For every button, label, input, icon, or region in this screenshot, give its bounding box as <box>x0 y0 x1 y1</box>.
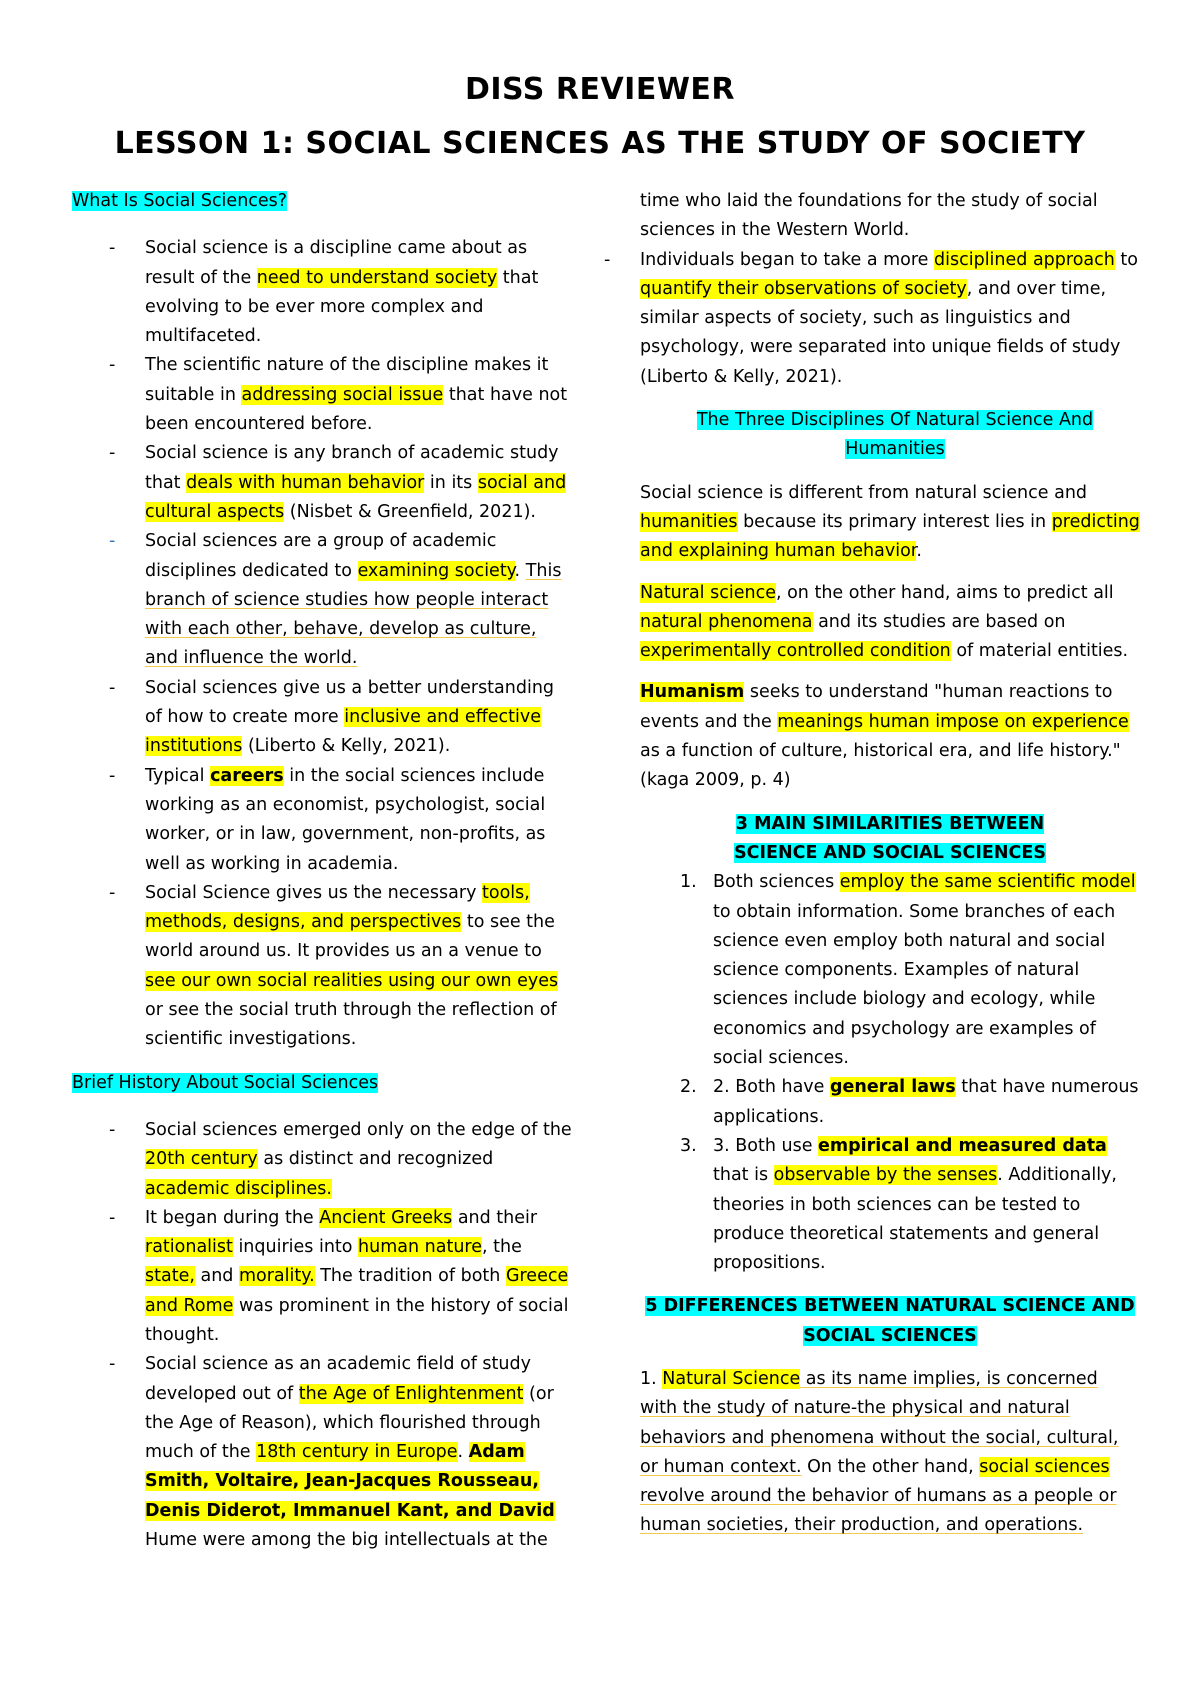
list-item: - Typical careers in the social sciences include working as an economist, psychologist, social worker, or in law, government, non-profits, as well as working in academia. <box>72 762 572 879</box>
list-item: 2. 2. Both have general laws that have numerous applications. <box>680 1077 1139 1127</box>
bullet-list <box>72 234 572 1054</box>
list-item: - Social sciences are a group of academic disciplines dedicated to examining society. This branch of science studies how people interact with each other, behave, develop as culture, and influence the world. <box>72 527 572 673</box>
lesson-title: LESSON 1: SOCIAL SCIENCES AS THE STUDY OF SOCIETY <box>114 126 1086 161</box>
section-heading-similarities <box>640 810 1140 869</box>
list-item: - Social Science gives us the necessary tools, methods, designs, and perspectives to see the world around us. It provides us an a venue to see our own social realities using our own eyes or see the social truth through the reflection of scientific investigations. <box>72 879 572 1055</box>
list-item: 1. Both sciences employ the same scientific model to obtain information. Some branches of each science even employ both natural and social science components. Examples of natural sciences include biology and ecology, while economics and psychology are examples of social sciences. <box>680 872 1136 1069</box>
left-column <box>72 187 572 1555</box>
list-item: - Social science as an academic field of study developed out of the Age of Enlightenment (or the Age of Reason), which flourished through much of the 18th century in Europe. Adam Smith, Voltaire, Jean-Jacques Rousseau, Denis Diderot, Immanuel Kant, and David Hume were among the big intellectuals at the <box>72 1350 572 1555</box>
paragraph: Natural science, on the other hand, aims to predict all natural phenomena and its studies are based on experimentally controlled condition of material entities. <box>640 582 1129 662</box>
list-item: - Social science is any branch of academic study that deals with human behavior in its social and cultural aspects (Nisbet & Greenfield, 2021). <box>72 439 572 527</box>
list-item: - The scientific nature of the discipline makes it suitable in addressing social issue that have not been encountered before. <box>72 351 572 439</box>
section-heading: 3 MAIN SIMILARITIES BETWEEN SCIENCE AND SOCIAL SCIENCES <box>734 813 1046 863</box>
list-item: - Social sciences emerged only on the edge of the 20th century as distinct and recognized academic disciplines. <box>72 1116 572 1204</box>
document-title: DISS REVIEWER <box>464 72 736 107</box>
list-item: - It began during the Ancient Greeks and their rationalist inquiries into human nature, the state, and morality. The tradition of both Greece and Rome was prominent in the history of social thought. <box>72 1204 572 1350</box>
list-item: - Individuals began to take a more disciplined approach to quantify their observations of society, and over time, similar aspects of society, such as linguistics and psychology, were separated into unique fields of study (Liberto & Kelly, 2021). <box>567 246 1140 392</box>
section-brief-history <box>72 1069 572 1556</box>
right-column <box>640 187 1140 1541</box>
list-item-continuation: time who laid the foundations for the study of social sciences in the Western World. <box>640 191 1098 241</box>
list-item: - Social sciences give us a better understanding of how to create more inclusive and effective institutions (Liberto & Kelly, 2021). <box>72 674 572 762</box>
section-heading-differences <box>640 1292 1140 1351</box>
paragraph: 1. Natural Science as its name implies, is concerned with the study of nature-the physical and natural behaviors and phenomena without the social, cultural, or human context. On the other hand, social sciences revolve around the behavior of humans as a people or human societies, their production, and operations. <box>640 1368 1119 1536</box>
section-heading: The Three Disciplines Of Natural Science And Humanities <box>696 410 1094 460</box>
bullet-list <box>72 1116 572 1555</box>
list-item: 3. 3. Both use empirical and measured data that is observable by the senses. Additionally, theories in both sciences can be tested to produce theoretical statements and general propositions. <box>680 1135 1117 1274</box>
bullet-list-continued <box>567 187 1140 392</box>
section-heading-disciplines <box>640 406 1140 465</box>
section-heading: Brief History About Social Sciences <box>72 1072 379 1093</box>
section-heading: 5 DIFFERENCES BETWEEN NATURAL SCIENCE AND SOCIAL SCIENCES <box>645 1296 1135 1346</box>
numbered-list <box>640 868 1140 1278</box>
paragraph: Humanism seeks to understand "human reactions to events and the meanings human impose on experience as a function of culture, historical era, and life history." (kaga 2009, p. 4) <box>640 682 1129 791</box>
list-item: - Social science is a discipline came about as result of the need to understand society that evolving to be ever more complex and multifaceted. <box>72 234 572 351</box>
paragraph: Social science is different from natural science and humanities because its primary interest lies in predicting and explaining human behavior. <box>640 482 1140 562</box>
section-heading: What Is Social Sciences? <box>72 191 288 211</box>
section-what-is-social-sciences <box>72 187 572 1055</box>
